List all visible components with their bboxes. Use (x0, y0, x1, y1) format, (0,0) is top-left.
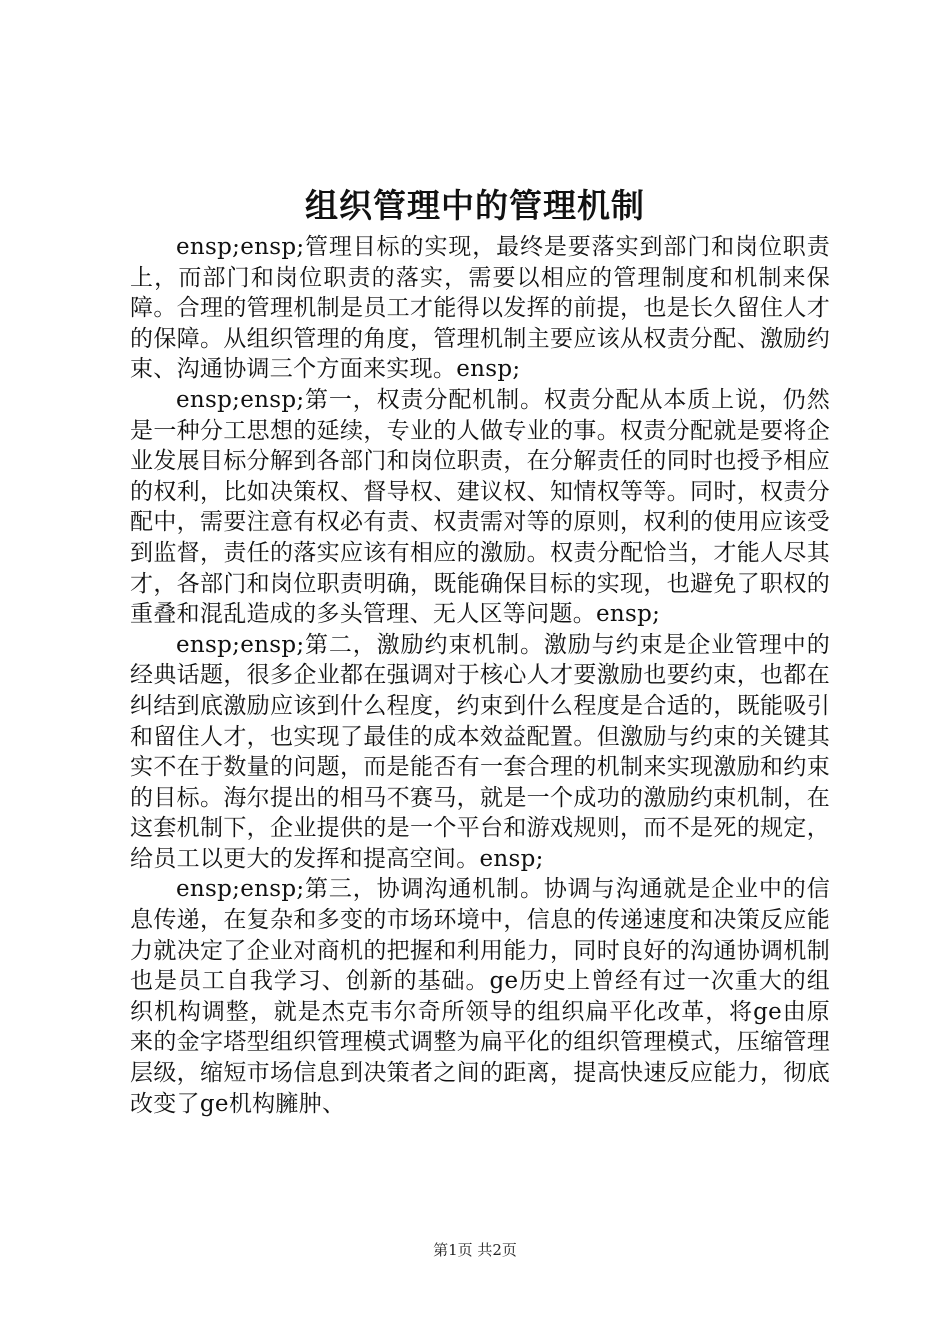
document-title: 组织管理中的管理机制 (305, 186, 645, 225)
paragraph-authority-allocation: ensp;ensp;第一，权责分配机制。权责分配从本质上说，仍然是一种分工思想的延续，专业的人做专业的事。权责分配就是要将企业发展目标分解到各部门和岗位职责，在分解责任的同时也授予相应的权利，比如决策权、督导权、建议权、知情权等等。同时，权责分配中，需要注意有权必有责、权责需对等的原则，权利的使用应该受到监督，责任的落实应该有相应的激励。权责分配恰当，才能人尽其才，各部门和岗位职责明确，既能确保目标的实现，也避免了职权的重叠和混乱造成的多头管理、无人区等问题。ensp; (130, 386, 830, 628)
paragraph-intro: ensp;ensp;管理目标的实现，最终是要落实到部门和岗位职责上，而部门和岗位职责的落实，需要以相应的管理制度和机制来保障。合理的管理机制是员工才能得以发挥的前提，也是长久留住人才的保障。从组织管理的角度，管理机制主要应该从权责分配、激励约束、沟通协调三个方面来实现。ensp; (130, 234, 830, 383)
document-body (130, 232, 830, 1119)
page-number-footer: 第1页 共2页 (433, 1241, 517, 1259)
paragraph-incentive-constraint: ensp;ensp;第二，激励约束机制。激励与约束是企业管理中的经典话题，很多企业都在强调对于核心人才要激励也要约束，也都在纠结到底激励应该到什么程度，约束到什么程度是合适的，既能吸引和留住人才，也实现了最佳的成本效益配置。但激励与约束的关键其实不在于数量的问题，而是能否有一套合理的机制来实现激励和约束的目标。海尔提出的相马不赛马，就是一个成功的激励约束机制，在这套机制下，企业提供的是一个平台和游戏规则，而不是死的规定，给员工以更大的发挥和提高空间。ensp; (130, 631, 830, 872)
paragraph-coordination-communication: ensp;ensp;第三，协调沟通机制。协调与沟通就是企业中的信息传递，在复杂和多变的市场环境中，信息的传递速度和决策反应能力就决定了企业对商机的把握和利用能力，同时良好的沟通协调机制也是员工自我学习、创新的基础。ge历史上曾经有过一次重大的组织机构调整，就是杰克韦尔奇所领导的组织扁平化改革，将ge由原来的金字塔型组织管理模式调整为扁平化的组织管理模式，压缩管理层级，缩短市场信息到决策者之间的距离，提高快速反应能力，彻底改变了ge机构臃肿、 (130, 876, 830, 1117)
